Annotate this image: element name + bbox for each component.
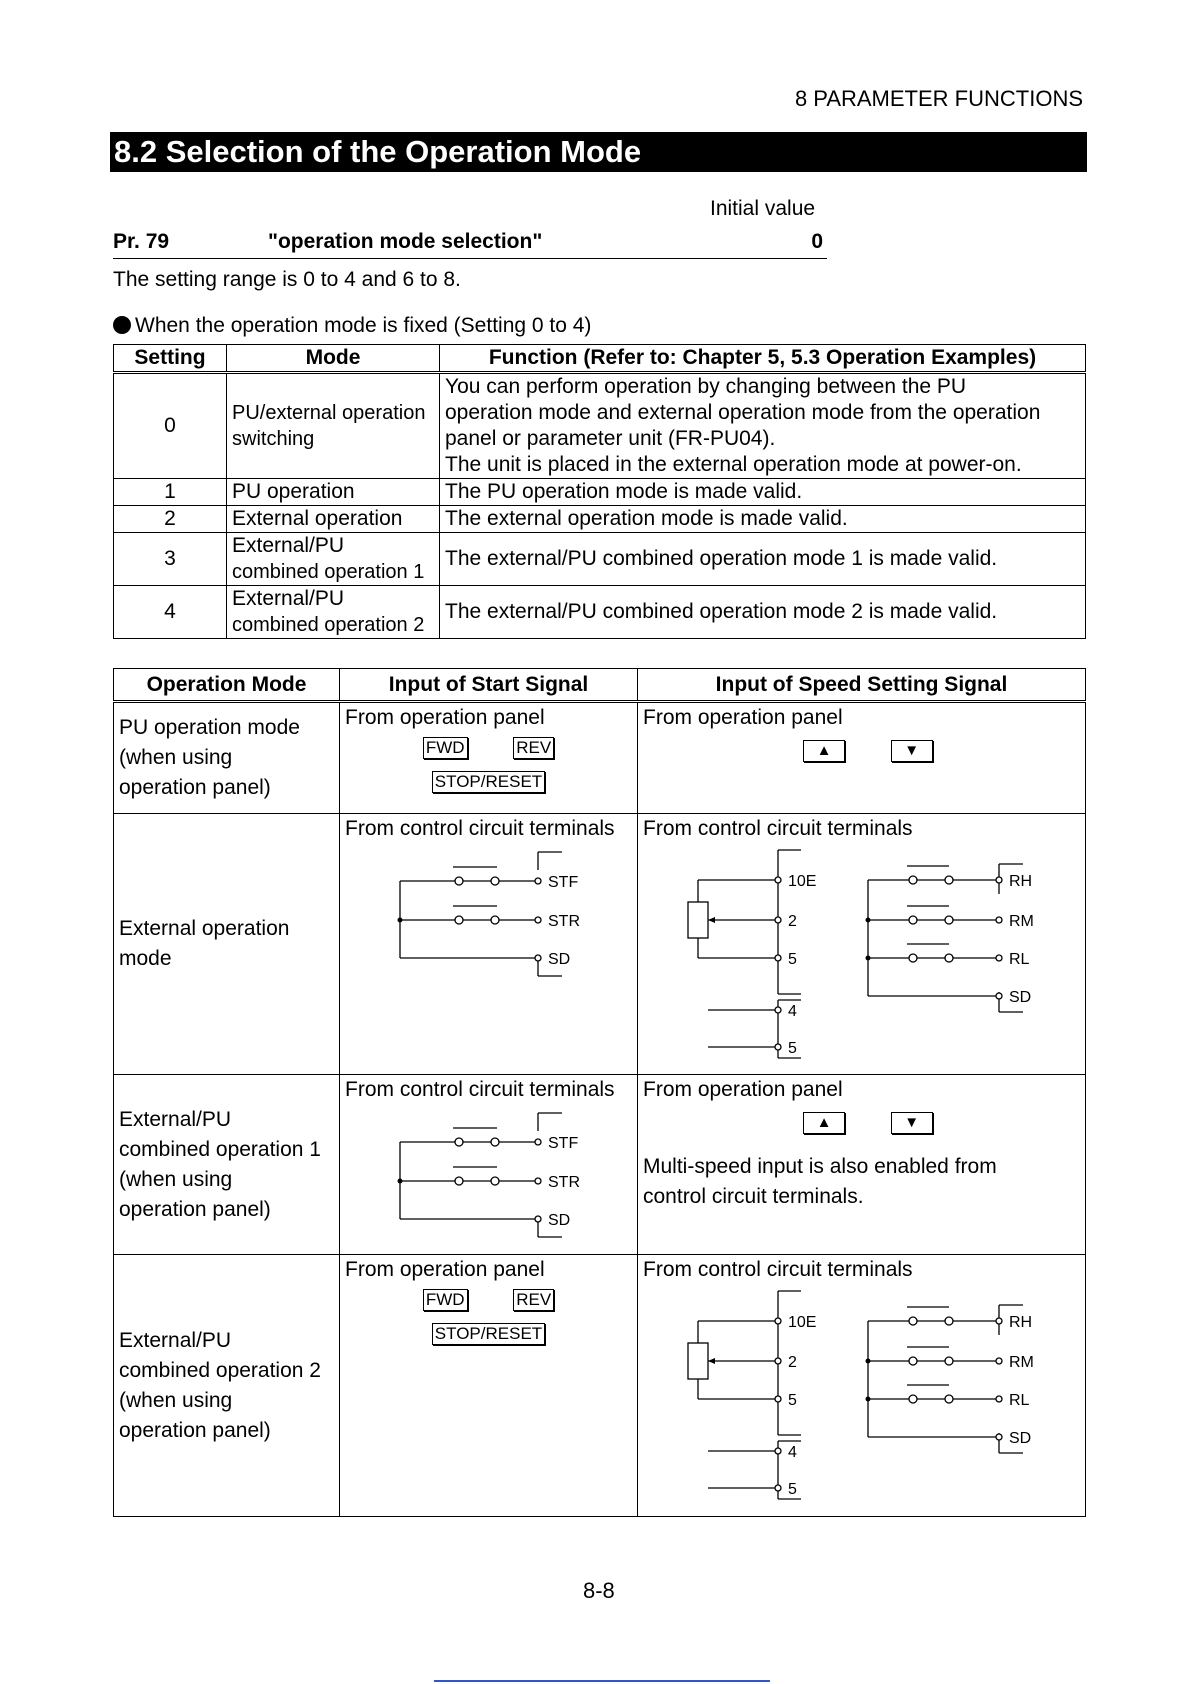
up-key: ▲ [803, 740, 845, 762]
up-key: ▲ [803, 1112, 845, 1134]
table-row: External/PU combined operation 1 (when using operation panel) From control circuit terminals STF STR SD From operation panel ▲ ▼ Multi-speed input is also enabled from control circuit terminals. [114, 1075, 1086, 1255]
start-signal-header: Input of Start Signal [340, 669, 638, 702]
terminal-str-label: STR [548, 913, 580, 930]
bullet-icon [113, 316, 131, 334]
svg-text:RL: RL [1009, 1392, 1030, 1409]
speed-terminal-diagram [643, 1285, 1073, 1505]
fwd-key: FWD [423, 1289, 468, 1311]
svg-text:2: 2 [788, 1354, 797, 1371]
parameter-name: "operation mode selection" [268, 230, 543, 253]
svg-text:RM: RM [1009, 913, 1034, 930]
table-row: 1 PU operation The PU operation mode is made valid. [114, 479, 1086, 506]
down-key: ▼ [891, 1112, 933, 1134]
parameter-row [113, 226, 827, 259]
svg-text:5: 5 [788, 1392, 797, 1409]
start-terminal-diagram [345, 844, 631, 984]
svg-text:STR: STR [548, 1174, 580, 1191]
page-title: 8.2 Selection of the Operation Mode [110, 132, 1087, 172]
speed-signal-header: Input of Speed Setting Signal [638, 669, 1086, 702]
function-header: Function (Refer to: Chapter 5, 5.3 Operation Examples) [440, 345, 1086, 373]
rev-key: REV [513, 1289, 554, 1311]
section-header: 8 PARAMETER FUNCTIONS [794, 86, 1083, 111]
svg-text:RL: RL [1009, 951, 1030, 968]
operation-mode-table [113, 668, 1086, 1517]
svg-text:10E: 10E [788, 1314, 817, 1331]
rev-key: REV [513, 737, 554, 759]
table-row: 2 External operation The external operation mode is made valid. [114, 506, 1086, 533]
table-row: 0 PU/external operation switching You can perform operation by changing between the PU operation mode and external operation mode from the operation panel or parameter unit (FR-PU04). The unit is placed in the external operation mode at power-on. [114, 373, 1086, 479]
svg-text:5: 5 [788, 1481, 797, 1498]
parameter-number: Pr. 79 [113, 230, 170, 253]
setting-table [113, 344, 1086, 639]
setting-range-text: The setting range is 0 to 4 and 6 to 8. [113, 268, 461, 291]
svg-text:RH: RH [1009, 873, 1033, 890]
table-row: 4 External/PU combined operation 2 The external/PU combined operation mode 2 is made valid. [114, 586, 1086, 639]
footer-divider [434, 1680, 770, 1682]
initial-value-label: Initial value [710, 197, 816, 220]
stop-reset-key: STOP/RESET [432, 771, 545, 793]
svg-text:5: 5 [788, 1040, 797, 1057]
table-row: External operation mode From control circuit terminals STF STR SD From control circuit terminals 10E 2 5 4 5 RH RM RL SD [114, 814, 1086, 1075]
setting-header: Setting [114, 345, 227, 373]
start-terminal-diagram [345, 1105, 631, 1245]
operation-mode-header: Operation Mode [114, 669, 340, 702]
mode-header: Mode [227, 345, 440, 373]
speed-terminal-diagram [643, 844, 1073, 1064]
table-row: PU operation mode (when using operation panel) From operation panel FWD REV STOP/RESET From operation panel ▲ ▼ [114, 702, 1086, 814]
svg-text:RH: RH [1009, 1314, 1033, 1331]
svg-text:SD: SD [1009, 1430, 1032, 1447]
svg-text:2: 2 [788, 913, 797, 930]
svg-text:4: 4 [788, 1444, 797, 1461]
terminal-sd-label: SD [548, 951, 571, 968]
table-row: 3 External/PU combined operation 1 The external/PU combined operation mode 1 is made valid. [114, 533, 1086, 586]
svg-text:STF: STF [548, 1135, 579, 1152]
page-number: 8-8 [583, 1578, 615, 1603]
terminal-stf-label: STF [548, 874, 579, 891]
fwd-key: FWD [423, 737, 468, 759]
svg-text:SD: SD [548, 1212, 571, 1229]
svg-text:10E: 10E [788, 873, 817, 890]
svg-text:SD: SD [1009, 989, 1032, 1006]
parameter-initial-value: 0 [811, 230, 823, 253]
fixed-mode-heading: When the operation mode is fixed (Setting 0 to 4) [113, 314, 591, 338]
down-key: ▼ [891, 740, 933, 762]
svg-text:RM: RM [1009, 1354, 1034, 1371]
table-row: External/PU combined operation 2 (when using operation panel) From operation panel FWD REV STOP/RESET From control circuit terminals 10E 2 5 4 5 RH RM RL SD [114, 1255, 1086, 1517]
svg-text:5: 5 [788, 951, 797, 968]
stop-reset-key: STOP/RESET [432, 1323, 545, 1345]
svg-text:4: 4 [788, 1003, 797, 1020]
